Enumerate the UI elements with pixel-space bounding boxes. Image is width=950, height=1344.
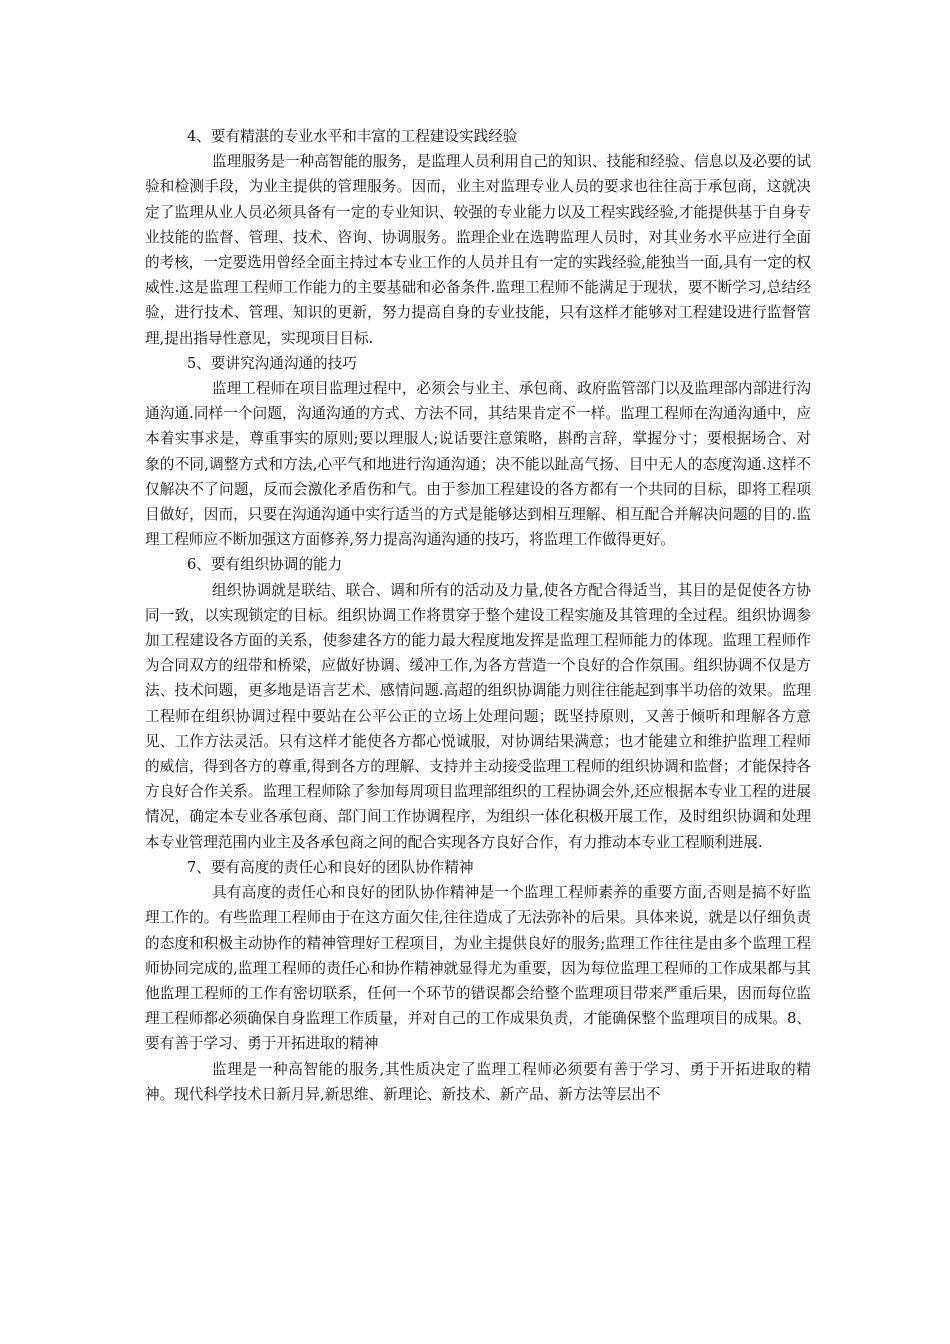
- section-7: [145, 855, 811, 1057]
- section-paragraph: 具有高度的责任心和良好的团队协作精神是一个监理工程师素养的重要方面,否则是搞不好监理工作的。有些监理工程师由于在这方面欠佳,往往造成了无法弥补的后果。具体来说，就是以仔细负责的态度和积极主动协作的精神管理好工程项目，为业主提供良好的服务;监理工作往往是由多个监理工程师协同完成的,监理工程师的责任心和协作精神就显得尤为重要，因为每位监理工程师的工作成果都与其他监理工程师的工作有密切联系，任何一个环节的错误都会给整个监理项目带来严重后果，因而每位监理工程师都必须确保自身监理工作质量，并对自己的工作成果负责，才能确保整个监理项目的成果。8、要有善于学习、勇于开拓进取的精神: [145, 884, 812, 1053]
- section-heading: 6、要有组织协调的能力: [187, 556, 343, 574]
- section-heading: 5、要讲究沟通沟通的技巧: [187, 354, 357, 372]
- document-page: [145, 124, 811, 1107]
- section-6: [145, 552, 811, 854]
- section-heading: 7、要有高度的责任心和良好的团队协作精神: [187, 858, 474, 876]
- section-heading: 4、要有精湛的专业水平和丰富的工程建设实践经验: [187, 128, 518, 145]
- section-paragraph: 监理服务是一种高智能的服务，是监理人员利用自己的知识、技能和经验、信息以及必要的试验和检测手段，为业主提供的管理服务。因而，业主对监理专业人员的要求也往往高于承包商，这就决定了监理从业人员必须具备有一定的专业知识、较强的专业能力以及工程实践经验,才能提供基于自身专业技能的监督、管理、技术、咨询、协调服务。监理企业在选聘监理人员时，对其业务水平应进行全面的考核，一定要选用曾经全面主持过本专业工作的人员并且有一定的实践经验,能独当一面,具有一定的权威性.这是监理工程师工作能力的主要基础和必备条件.监理工程师不能满足于现状，要不断学习,总结经验，进行技术、管理、知识的更新，努力提高自身的专业技能，只有这样才能够对工程建设进行监督管理,提出指导性意见，实现项目目标.: [145, 153, 812, 347]
- section-8: [145, 1057, 811, 1107]
- section-4: [145, 124, 811, 351]
- section-paragraph: 监理工程师在项目监理过程中，必须会与业主、承包商、政府监管部门以及监理部内部进行沟通沟通.同样一个问题，沟通沟通的方式、方法不同，其结果肯定不一样。监理工程师在沟通沟通中，应本着实事求是，尊重事实的原则;要以理服人;说话要注意策略，斟酌言辞，掌握分寸；要根据场合、对象的不同,调整方式和方法,心平气和地进行沟通沟通；决不能以趾高气扬、目中无人的态度沟通.这样不仅解决不了问题，反而会激化矛盾伤和气。由于参加工程建设的各方都有一个共同的目标，即将工程项目做好，因而，只要在沟通沟通中实行适当的方式是能够达到相互理解、相互配合并解决问题的目的.监理工程师应不断加强这方面修养,努力提高沟通沟通的技巧，将监理工作做得更好。: [145, 380, 811, 549]
- section-paragraph: 组织协调就是联结、联合、调和所有的活动及力量,使各方配合得适当，其目的是促使各方协同一致，以实现锁定的目标。组织协调工作将贯穿于整个建设工程实施及其管理的全过程。组织协调参加工程建设各方面的关系，使参建各方的能力最大程度地发挥是监理工程师能力的体现。监理工程师作为合同双方的纽带和桥梁，应做好协调、缓冲工作,为各方营造一个良好的合作氛围。组织协调不仅是方法、技术问题，更多地是语言艺术、感情问题.高超的组织协调能力则往往能起到事半功倍的效果。监理工程师在组织协调过程中要站在公平公正的立场上处理问题；既坚持原则，又善于倾听和理解各方意见、工作方法灵活。只有这样才能使各方都心悦诚服，对协调结果满意；也才能建立和维护监理工程师的威信，得到各方的尊重,得到各方的理解、支持并主动接受监理工程师的组织协调和监督；才能保持各方良好合作关系。监理工程师除了参加每周项目监理部组织的工程协调会外,还应根据本专业工程的进展情况，确定本专业各承包商、部门间工作协调程序，为组织一体化积极开展工作，及时组织协调和处理本专业管理范围内业主及各承包商之间的配合实现各方良好合作，有力推动本专业工程顺利进展.: [145, 581, 811, 851]
- section-paragraph: 监理是一种高智能的服务,其性质决定了监理工程师必须要有善于学习、勇于开拓进取的精神。现代科学技术日新月异,新思维、新理论、新技术、新产品、新方法等层出不: [145, 1060, 811, 1103]
- section-5: [145, 351, 811, 553]
